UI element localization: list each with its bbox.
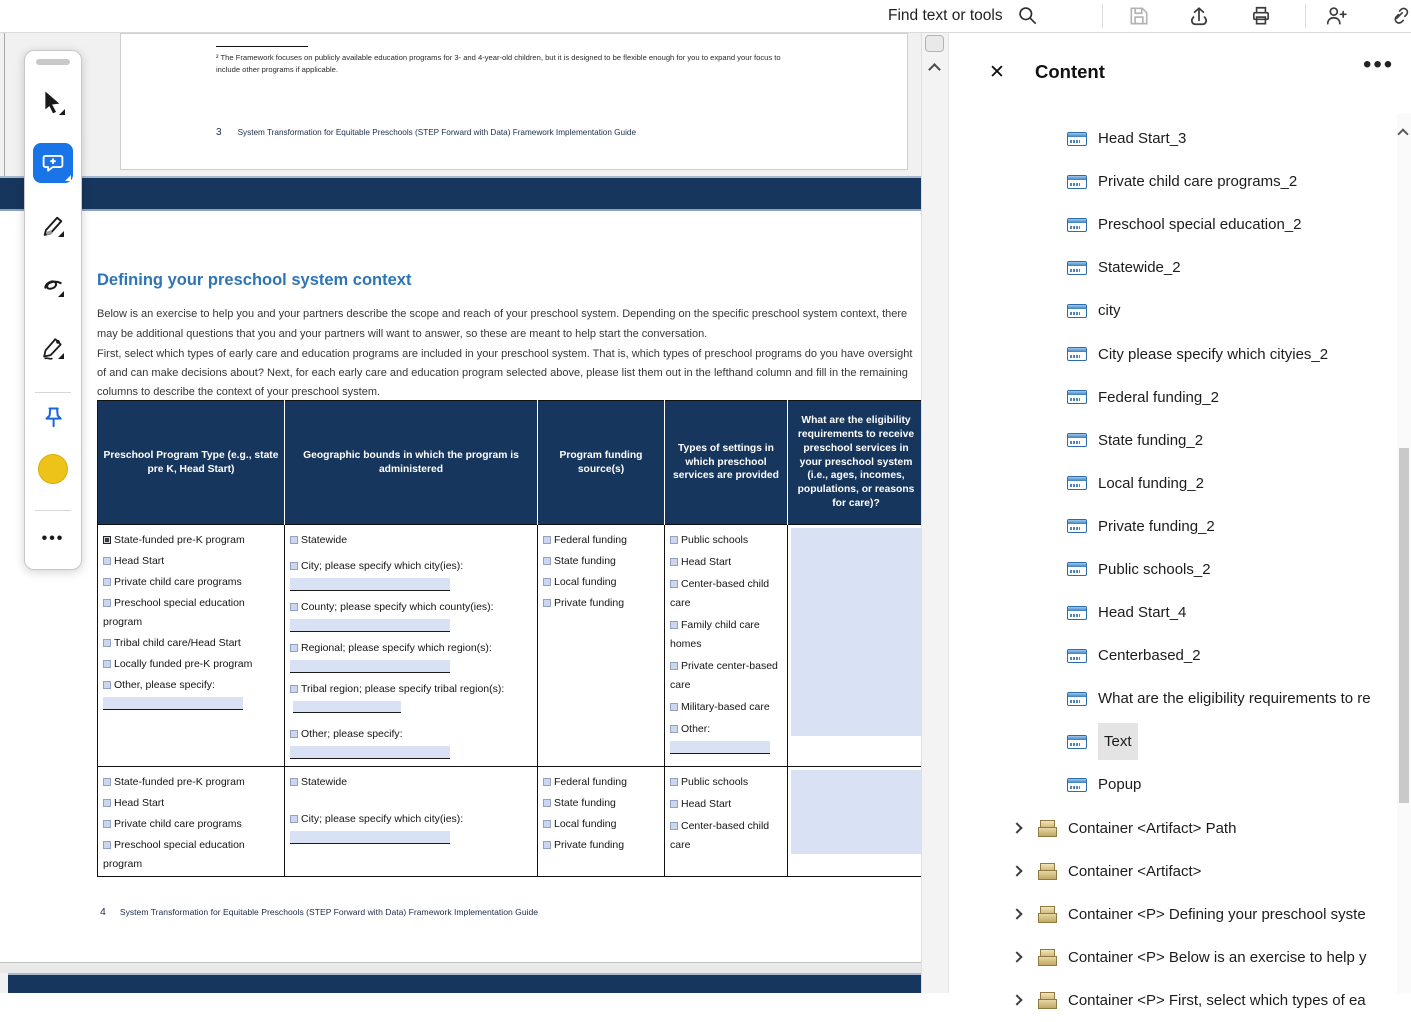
document-viewport xyxy=(0,33,948,993)
page-gap xyxy=(0,962,921,973)
checkbox-label: Preschool special education program xyxy=(103,839,245,870)
form-field-icon xyxy=(1067,778,1087,792)
checkbox-item xyxy=(670,616,783,654)
checkbox[interactable] xyxy=(543,820,551,828)
scrollbar-thumb[interactable] xyxy=(1399,448,1409,803)
table-cell xyxy=(538,767,665,877)
checkbox-item xyxy=(103,552,280,571)
form-field-icon xyxy=(1067,692,1087,706)
content-item-label: Popup xyxy=(1098,776,1142,794)
tools-divider xyxy=(35,392,71,393)
content-item-label: Private funding_2 xyxy=(1098,517,1215,535)
checkbox-item xyxy=(290,725,533,759)
scrollbar-thumb[interactable] xyxy=(925,35,944,52)
checkbox-item xyxy=(670,575,783,613)
page3-footer xyxy=(216,122,636,140)
container-icon xyxy=(1038,949,1057,966)
checkbox[interactable] xyxy=(103,639,111,647)
chevron-right-icon[interactable] xyxy=(1011,995,1022,1006)
checkbox-label: Head Start xyxy=(114,797,165,809)
upload-icon[interactable] xyxy=(1188,5,1210,27)
checkbox-item xyxy=(290,773,533,792)
checkbox-item xyxy=(543,836,660,855)
checkbox[interactable] xyxy=(543,799,551,807)
checkbox-item xyxy=(543,573,660,592)
content-item-label: Preschool special education_2 xyxy=(1098,216,1302,234)
checkbox[interactable] xyxy=(290,778,298,786)
content-item-label: Centerbased_2 xyxy=(1098,647,1201,665)
more-tools-icon[interactable]: ••• xyxy=(41,530,65,547)
checkbox[interactable] xyxy=(103,599,111,607)
checkbox[interactable] xyxy=(670,725,678,733)
table-cell xyxy=(538,525,665,767)
content-panel xyxy=(948,33,1411,1009)
content-item-field[interactable] xyxy=(949,763,1397,806)
checkbox[interactable] xyxy=(103,681,111,689)
submenu-corner xyxy=(65,175,71,181)
checkbox[interactable] xyxy=(103,557,111,565)
checkbox-item xyxy=(670,773,783,792)
content-item-container[interactable] xyxy=(949,850,1397,893)
checkbox-item xyxy=(670,817,783,855)
checkbox-label: County; please specify which county(ies): xyxy=(301,601,494,613)
checkbox-label: City; please specify which city(ies): xyxy=(301,813,464,825)
text-field[interactable] xyxy=(290,746,450,759)
content-item-field[interactable] xyxy=(949,591,1397,634)
save-icon[interactable] xyxy=(1128,5,1150,27)
body-paragraph: Below is an exercise to help you and your partners describe the scope and reach of your preschool system. Depending on the specific preschool system context, there may be additional questions that you and your partners will want to answer, so these are meant to help start the conversation. xyxy=(97,308,908,340)
checkbox-label: Public schools xyxy=(681,534,749,546)
content-item-label: Private child care programs_2 xyxy=(1098,173,1298,191)
text-field[interactable] xyxy=(290,660,450,673)
form-field-icon xyxy=(1067,347,1087,361)
checkbox-label: Private child care programs xyxy=(114,818,242,830)
checkbox-label: Center-based child care xyxy=(670,820,770,851)
checkbox-item xyxy=(543,773,660,792)
checkbox-item xyxy=(670,531,783,550)
tools-divider xyxy=(35,510,71,511)
checkbox-label: Other, please specify: xyxy=(114,679,215,691)
checkbox-label: Federal funding xyxy=(554,776,627,788)
table-row xyxy=(98,767,925,877)
checkbox[interactable] xyxy=(543,578,551,586)
pencil-highlight-icon[interactable] xyxy=(40,213,66,239)
checkbox-item xyxy=(103,794,280,813)
search-icon xyxy=(1017,5,1039,27)
panel-scrollbar[interactable] xyxy=(1397,113,1411,993)
checkbox[interactable] xyxy=(670,822,678,830)
form-field-icon xyxy=(1067,562,1087,576)
options-menu-icon[interactable]: ••• xyxy=(1363,51,1395,78)
toolbar-divider xyxy=(1305,4,1306,28)
checkbox-label: Regional; please specify which region(s): xyxy=(301,642,492,654)
table-cell xyxy=(285,525,538,767)
table-cell xyxy=(98,525,285,767)
content-item-label: Container <Artifact> Path xyxy=(1068,819,1237,837)
link-icon[interactable] xyxy=(1388,5,1410,27)
form-field-icon xyxy=(1067,649,1087,663)
form-field-icon xyxy=(1067,476,1087,490)
toolbar-divider xyxy=(1102,4,1103,28)
checkbox-item xyxy=(290,531,533,550)
next-page-header-band xyxy=(8,973,921,993)
chevron-right-icon[interactable] xyxy=(1011,822,1022,833)
body-paragraph: First, select which types of early care and education programs are included in your preschool system. That is, which types of preschool programs do you have oversight of and can make decisions about? Next, for each early care and education program selected above, please list them out in the lefthand column and fill in the remaining columns to describe the context of your preschool system. xyxy=(97,348,913,398)
content-item-label: city xyxy=(1098,302,1121,320)
checkbox-item xyxy=(670,698,783,717)
content-item-field[interactable] xyxy=(949,289,1397,332)
checkbox[interactable] xyxy=(290,536,298,544)
eligibility-text-field[interactable] xyxy=(791,770,922,854)
table-header-cell: Geographic bounds in which the program is administered xyxy=(285,401,538,525)
checkbox[interactable] xyxy=(290,730,298,738)
checkbox-item xyxy=(543,815,660,834)
checkbox-label: Federal funding xyxy=(554,534,627,546)
form-field-icon xyxy=(1067,304,1087,318)
checkbox-label: Local funding xyxy=(554,818,617,830)
checkbox[interactable] xyxy=(103,820,111,828)
checkbox-item xyxy=(103,531,280,550)
checkbox-item xyxy=(290,598,533,632)
checkbox[interactable] xyxy=(670,536,678,544)
checkbox-item xyxy=(103,676,280,710)
form-field-icon xyxy=(1067,261,1087,275)
checkbox-item xyxy=(543,531,660,550)
footer-text: System Transformation for Equitable Preschools (STEP Forward with Data) Framework Implementation Guide xyxy=(119,907,539,917)
content-item-label: Container <Artifact> xyxy=(1068,862,1202,880)
section-heading: Defining your preschool system context xyxy=(97,271,412,289)
checkbox-item xyxy=(103,594,280,632)
checkbox-label: State funding xyxy=(554,797,616,809)
checkbox-label: Preschool special education program xyxy=(103,597,245,628)
print-icon[interactable] xyxy=(1250,5,1272,27)
content-item-field[interactable] xyxy=(949,677,1397,720)
checkbox-item xyxy=(103,836,280,874)
find-label: Find text or tools xyxy=(888,7,1003,24)
checkbox-item xyxy=(103,634,280,653)
checkbox[interactable] xyxy=(103,841,111,849)
checkbox[interactable] xyxy=(543,841,551,849)
checkbox-label: Center-based child care xyxy=(670,578,770,609)
checkbox-label: Other: xyxy=(681,723,711,735)
close-icon[interactable]: ✕ xyxy=(989,62,1005,83)
checkbox-label: Statewide xyxy=(301,776,348,788)
content-item-field[interactable] xyxy=(949,548,1397,591)
content-item-field[interactable] xyxy=(949,462,1397,505)
checkbox[interactable] xyxy=(103,536,111,544)
content-item-container[interactable] xyxy=(949,807,1397,850)
checkbox-label: Private child care programs xyxy=(114,576,242,588)
text-field[interactable] xyxy=(290,578,450,591)
footnote-text: ² The Framework focuses on publicly available education programs for 3- and 4-year-old children, but it is designed to be flexible enough for you to expand your focus to include other programs if applicable. xyxy=(216,53,781,74)
content-item-label: Head Start_4 xyxy=(1098,604,1187,622)
checkbox[interactable] xyxy=(543,536,551,544)
checkbox[interactable] xyxy=(670,703,678,711)
scroll-up-icon[interactable] xyxy=(1399,125,1407,143)
lasso-draw-icon[interactable] xyxy=(40,273,66,299)
content-item-field[interactable] xyxy=(949,246,1397,289)
checkbox[interactable] xyxy=(290,562,298,570)
text-field[interactable] xyxy=(290,619,450,632)
checkbox-item xyxy=(290,810,533,844)
page-number: 3 xyxy=(216,127,222,138)
chevron-right-icon[interactable] xyxy=(1011,909,1022,920)
checkbox-item xyxy=(670,795,783,814)
page-number: 4 xyxy=(100,906,106,918)
find-text-or-tools[interactable] xyxy=(888,5,1039,27)
footnote-rule xyxy=(216,46,308,47)
checkbox[interactable] xyxy=(543,778,551,786)
content-item-label: Local funding_2 xyxy=(1098,474,1204,492)
checkbox-label: Private funding xyxy=(554,597,625,609)
submenu-corner xyxy=(58,231,64,237)
checkbox-label: Head Start xyxy=(681,798,732,810)
checkbox-item xyxy=(543,794,660,813)
select-arrow-icon[interactable] xyxy=(39,89,67,117)
pdf-page-3 xyxy=(120,33,908,170)
page4-footer xyxy=(100,902,538,920)
checkbox[interactable] xyxy=(670,778,678,786)
checkbox-label: Statewide xyxy=(301,534,348,546)
checkbox-label: Military-based care xyxy=(681,701,770,713)
checkbox[interactable] xyxy=(670,558,678,566)
table-cell xyxy=(665,767,788,877)
checkbox[interactable] xyxy=(670,800,678,808)
checkbox[interactable] xyxy=(670,662,678,670)
checkbox-item xyxy=(670,720,783,754)
content-item-container[interactable] xyxy=(949,936,1397,979)
checkbox-label: City; please specify which city(ies): xyxy=(301,560,464,572)
checkbox[interactable] xyxy=(543,599,551,607)
content-tree xyxy=(949,117,1397,1022)
content-item-label: What are the eligibility requirements to re xyxy=(1098,690,1371,708)
form-field-icon xyxy=(1067,132,1087,146)
context-table xyxy=(97,400,921,877)
add-comment-icon[interactable] xyxy=(33,143,73,183)
checkbox-item xyxy=(543,594,660,613)
panel-title: Content xyxy=(1035,61,1105,82)
footer-text: System Transformation for Equitable Preschools (STEP Forward with Data) Framework Implementation Guide xyxy=(237,128,637,137)
content-item-label: Container <P> First, select which types of ea xyxy=(1068,991,1366,1009)
checkbox-item xyxy=(103,655,280,674)
page-header-band xyxy=(0,176,921,211)
submenu-corner xyxy=(59,109,65,115)
checkbox[interactable] xyxy=(103,578,111,586)
content-item-container[interactable] xyxy=(949,893,1397,936)
pin-icon[interactable] xyxy=(40,405,66,431)
checkbox[interactable] xyxy=(670,580,678,588)
checkbox-label: State-funded pre-K program xyxy=(114,776,245,788)
checkbox[interactable] xyxy=(103,778,111,786)
checkbox[interactable] xyxy=(290,603,298,611)
add-user-icon[interactable] xyxy=(1325,5,1347,27)
checkbox[interactable] xyxy=(290,815,298,823)
eligibility-text-field[interactable] xyxy=(791,528,922,736)
table-cell xyxy=(665,525,788,767)
checkbox-label: Family child care homes xyxy=(670,619,760,650)
chevron-right-icon[interactable] xyxy=(1011,952,1022,963)
checkbox-item xyxy=(103,573,280,592)
text-field[interactable] xyxy=(103,697,243,710)
form-field-icon xyxy=(1067,218,1087,232)
checkbox-item xyxy=(103,773,280,792)
quick-tools-toolbar xyxy=(24,50,82,570)
table-header-cell: What are the eligibility requirements to receive preschool services in your preschool system (i.e., ages, incomes, populations, or reasons for care)? xyxy=(788,401,925,525)
content-item-label: Head Start_3 xyxy=(1098,130,1187,148)
content-item-label: State funding_2 xyxy=(1098,431,1204,449)
checkbox-item xyxy=(290,680,533,718)
content-item-field[interactable] xyxy=(949,505,1397,548)
checkbox[interactable] xyxy=(103,799,111,807)
content-item-label: Statewide_2 xyxy=(1098,259,1181,277)
container-icon xyxy=(1038,820,1057,837)
form-field-icon xyxy=(1067,606,1087,620)
content-item-label: City please specify which cityies_2 xyxy=(1098,345,1329,363)
toolbar-drag-handle[interactable] xyxy=(36,59,70,65)
content-item-field[interactable] xyxy=(949,376,1397,419)
checkbox-label: State funding xyxy=(554,555,616,567)
checkbox-label: Public schools xyxy=(681,776,749,788)
checkbox-label: Local funding xyxy=(554,576,617,588)
checkbox[interactable] xyxy=(543,557,551,565)
content-item-field[interactable] xyxy=(949,634,1397,677)
checkbox-label: State-funded pre-K program xyxy=(114,534,245,546)
text-field[interactable] xyxy=(670,741,770,754)
container-icon xyxy=(1038,863,1057,880)
checkbox-label: Locally funded pre-K program xyxy=(114,658,253,670)
checkbox-item xyxy=(670,553,783,572)
checkbox-item xyxy=(543,552,660,571)
content-item-label: Container <P> Defining your preschool syste xyxy=(1068,905,1366,923)
table-cell xyxy=(788,767,925,877)
checkbox-item xyxy=(290,639,533,673)
chevron-right-icon[interactable] xyxy=(1011,865,1022,876)
table-header-cell: Types of settings in which preschool services are provided xyxy=(665,401,788,525)
checkbox-label: Head Start xyxy=(114,555,165,567)
table-cell xyxy=(285,767,538,877)
checkbox-label: Head Start xyxy=(681,556,732,568)
container-icon xyxy=(1038,906,1057,923)
content-item-label: Container <P> Below is an exercise to help y xyxy=(1068,948,1367,966)
content-item-field[interactable] xyxy=(949,332,1397,375)
checkbox[interactable] xyxy=(670,621,678,629)
yellow-dot-icon[interactable] xyxy=(38,454,68,484)
content-item-field[interactable] xyxy=(949,419,1397,462)
form-field-icon xyxy=(1067,175,1087,189)
form-field-icon xyxy=(1067,519,1087,533)
content-item-field[interactable] xyxy=(949,160,1397,203)
form-field-icon xyxy=(1067,735,1087,749)
table-row xyxy=(98,525,925,767)
checkbox-item xyxy=(290,557,533,591)
content-item-field[interactable] xyxy=(949,117,1397,160)
text-field[interactable] xyxy=(293,701,401,713)
submenu-corner xyxy=(58,353,64,359)
content-item-label: Federal funding_2 xyxy=(1098,388,1219,406)
checkbox[interactable] xyxy=(290,644,298,652)
submenu-corner xyxy=(58,291,64,297)
top-toolbar xyxy=(0,0,1411,33)
checkbox[interactable] xyxy=(290,685,298,693)
checkbox-label: Private center-based care xyxy=(670,660,778,691)
document-scrollbar[interactable] xyxy=(921,33,948,993)
checkbox[interactable] xyxy=(103,660,111,668)
content-item-field[interactable] xyxy=(949,203,1397,246)
form-field-icon xyxy=(1067,390,1087,404)
table-cell xyxy=(788,525,925,767)
checkbox-item xyxy=(103,815,280,834)
content-item-container[interactable] xyxy=(949,979,1397,1022)
content-item-label: Public schools_2 xyxy=(1098,560,1211,578)
fill-sign-icon[interactable] xyxy=(40,335,66,361)
table-header-row xyxy=(98,401,925,525)
content-item-label: Text xyxy=(1098,723,1138,760)
checkbox-label: Other; please specify: xyxy=(301,728,403,740)
checkbox-item xyxy=(670,657,783,695)
container-icon xyxy=(1038,992,1057,1009)
table-header-cell: Preschool Program Type (e.g., state pre K, Head Start) xyxy=(98,401,285,525)
scroll-up-icon[interactable] xyxy=(930,61,939,79)
checkbox-label: Tribal region; please specify tribal region(s): xyxy=(301,683,505,695)
form-field-icon xyxy=(1067,433,1087,447)
checkbox-label: Private funding xyxy=(554,839,625,851)
content-item-field[interactable] xyxy=(949,720,1397,763)
table-header-cell: Program funding source(s) xyxy=(538,401,665,525)
checkbox-label: Tribal child care/Head Start xyxy=(114,637,241,649)
text-field[interactable] xyxy=(290,831,450,844)
table-cell xyxy=(98,767,285,877)
